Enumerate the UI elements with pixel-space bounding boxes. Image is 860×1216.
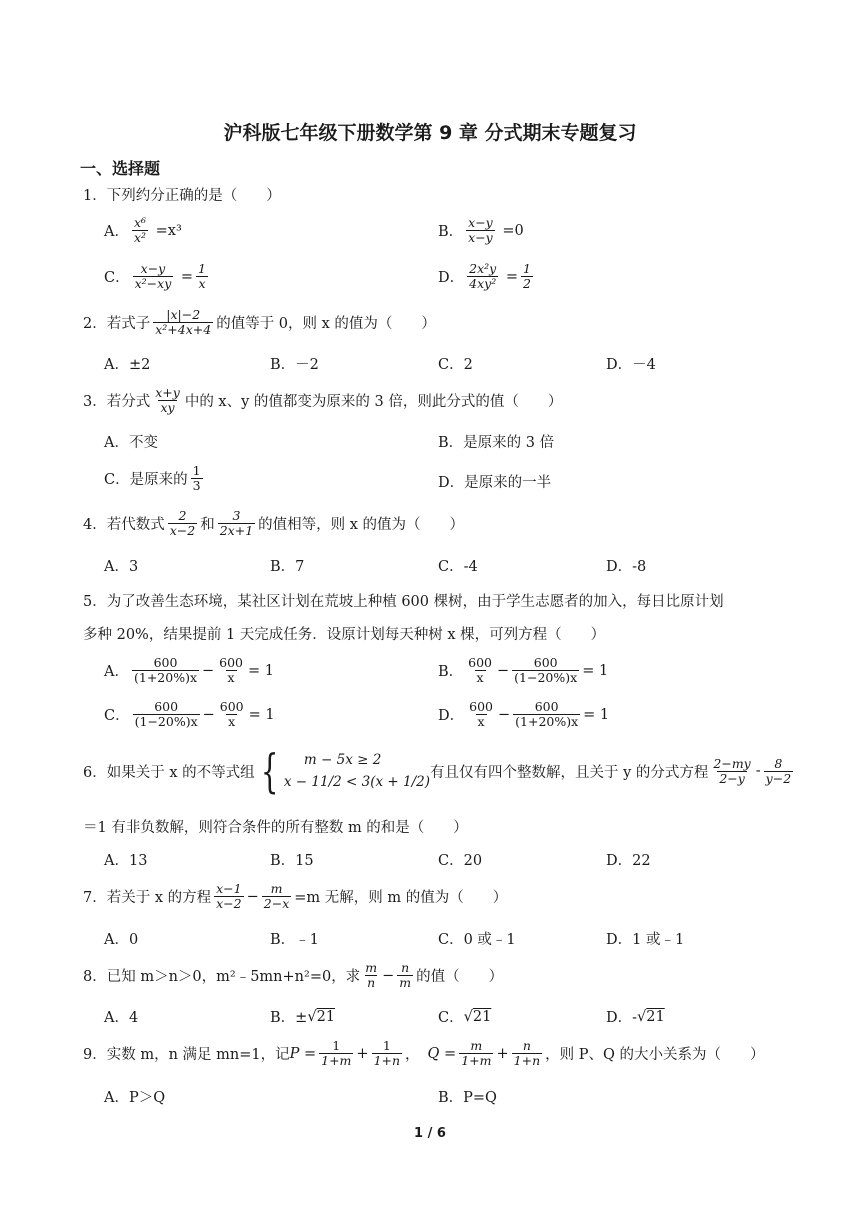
q7-option-c: C．0 或﹣1 (438, 932, 516, 948)
q3-option-d: D．是原来的一半 (438, 475, 552, 491)
q5-option-b: B． $\frac{600}{x}$ − $\frac{600}{(1-20\%)x}$ = 1 (438, 655, 609, 685)
q2-option-d: D．－4 (606, 357, 656, 373)
question-4-stem: 4．若代数式 $\frac{2}{x-2}$ 和 $\frac{3}{2x+1}$ 的值相等，则 x 的值为（ ） (83, 508, 465, 538)
q4-option-b: B．7 (270, 559, 305, 575)
q5-option-c: C． $\frac{600}{(1-20\%)x}$ − $\frac{600}{x}$ = 1 (104, 699, 275, 729)
q7-option-b: B．﹣1 (270, 932, 319, 948)
question-1-stem: 1．下列约分正确的是（ ） (83, 188, 281, 204)
question-7-stem: 7．若关于 x 的方程 $\frac{x-1}{x-2}$ − $\frac{m}{2-x}$ =m 无解，则 m 的值为（ ） (83, 881, 508, 911)
q4-option-d: D．-8 (606, 559, 647, 575)
q9-option-a: A．P＞Q (104, 1090, 166, 1106)
page-number: 1 / 6 (414, 1126, 446, 1141)
q8-option-d: D．- √ 21 (606, 1008, 665, 1026)
q6-option-a: A．13 (104, 853, 148, 869)
q5-option-a: A． $\frac{600}{(1+20\%)x}$ − $\frac{600}{x}$ = 1 (104, 655, 274, 685)
q3-option-a: A．不变 (104, 435, 158, 451)
page-title: 沪科版七年级下册数学第 9 章 分式期末专题复习 (223, 122, 637, 144)
q2-option-b: B．－2 (270, 357, 319, 373)
question-8-stem: 8．已知 m＞n＞0，m²﹣5mn+n²=0，求 $\frac{m}{n}$ − $\frac{n}{m}$ 的值（ ） (83, 960, 504, 990)
q5-option-d: D． $\frac{600}{x}$ − $\frac{600}{(1+20\%)x}$ = 1 (438, 699, 610, 729)
question-6-line-2: ＝1 有非负数解，则符合条件的所有整数 m 的和是（ ） (83, 820, 468, 836)
q7-option-a: A．0 (104, 932, 139, 948)
question-9-stem: 9．实数 m，n 满足 mn=1，记 P = $\frac{1}{1+m}$ + $\frac{1}{1+n}$ ， Q = $\frac{m}{1+m}$ + $\frac{n}{1+n}$ ，则 P、Q 的大小关系为（ ） (83, 1038, 765, 1068)
q1-option-a: A． $\frac{\text{x⁶}}{\text{x²}}$ =x³ (104, 215, 182, 245)
question-5-line-1: 5．为了改善生态环境，某社区计划在荒坡上种植 600 棵树，由于学生志愿者的加入，每日比原计划 (83, 594, 724, 610)
q8-option-b: B．± √ 21 (270, 1008, 336, 1026)
question-2-stem: 2．若式子 $\frac{|x|-2}{\text{x²+4x+4}}$ 的值等于 0，则 x 的值为（ ） (83, 307, 436, 337)
q8-option-a: A．4 (104, 1010, 139, 1026)
q4-option-a: A．3 (104, 559, 139, 575)
q6-option-d: D．22 (606, 853, 651, 869)
question-6-line-1: 6．如果关于 x 的不等式组 { m − 5x ≥ 2 x − 11/2 < 3(x + 1/2) 有且仅有四个整数解，且关于 y 的分式方程 $\frac{2-my}{2-y}$ - $\frac{8}{y-2}$ (83, 744, 792, 798)
question-5-line-2: 多种 20%，结果提前 1 天完成任务．设原计划每天种树 x 棵，可列方程（ ） (83, 627, 606, 643)
q7-option-d: D．1 或﹣1 (606, 932, 685, 948)
q9-option-b: B．P=Q (438, 1090, 497, 1106)
q1-option-c: C． $\frac{x-y}{\text{x²−xy}}$ = $\frac{1}{x}$ (104, 261, 206, 291)
q6-option-b: B．15 (270, 853, 314, 869)
q2-option-c: C．2 (438, 357, 473, 373)
section-heading: 一、选择题 (80, 159, 161, 178)
q1-option-d: D． $\frac{\text{2x²y}}{\text{4xy²}}$ = $\frac{1}{2}$ (438, 261, 531, 291)
q4-option-c: C．-4 (438, 559, 478, 575)
q2-option-a: A．±2 (104, 357, 151, 373)
q1-option-b: B． $\frac{x-y}{x-y}$ =0 (438, 215, 524, 245)
q3-option-b: B．是原来的 3 倍 (438, 435, 555, 451)
question-3-stem: 3．若分式 $\frac{x+y}{xy}$ 中的 x、y 的值都变为原来的 3 倍，则此分式的值（ ） (83, 385, 563, 415)
inequality-system: { m − 5x ≥ 2 x − 11/2 < 3(x + 1/2) (260, 744, 430, 798)
q3-option-c: C．是原来的 $\frac{1}{3}$ (104, 463, 201, 493)
q8-option-c: C． √ 21 (438, 1008, 492, 1026)
q6-option-c: C．20 (438, 853, 483, 869)
